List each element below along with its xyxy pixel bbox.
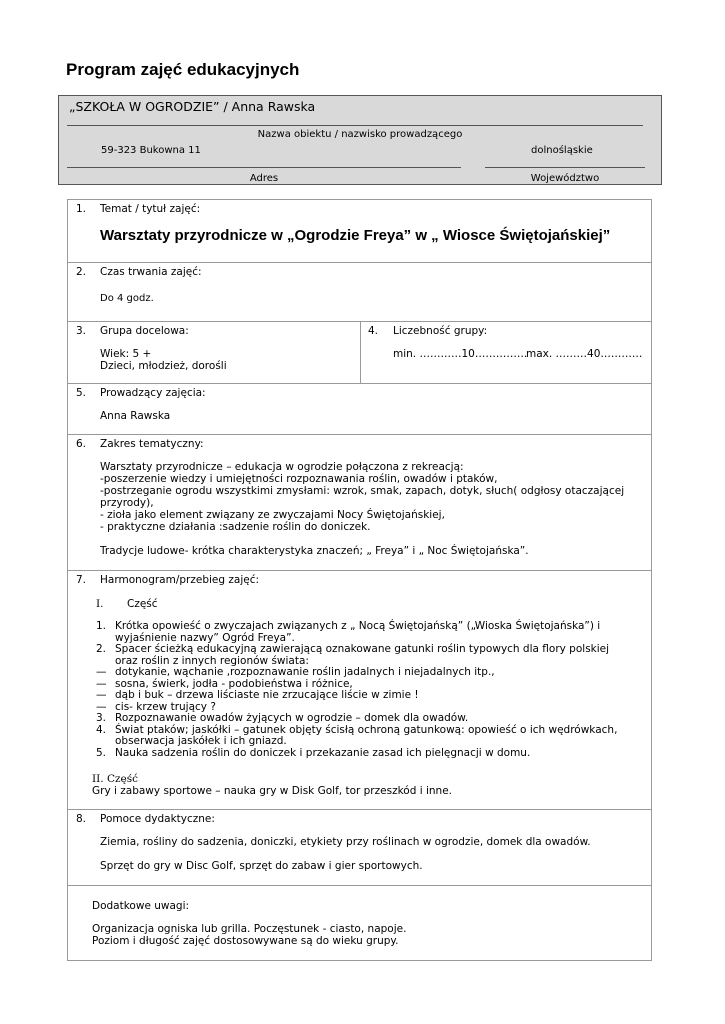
item-marker: — (96, 666, 107, 678)
section-duration (68, 263, 651, 322)
schedule-item-text: Świat ptaków; jaskółki – gatunek objęty ścisłą ochroną gatunkową: opowieść o ich wędrówkach, (115, 723, 618, 736)
scope-line: - zioła jako element związany ze zwyczajami Nocy Świętojańskiej, (100, 509, 445, 521)
target-age: Wiek: 5 + (100, 348, 152, 360)
section-number: 8. (76, 813, 87, 825)
divider (485, 167, 645, 168)
scope-line: -postrzeganie ogrodu wszystkimi zmysłami: wzrok, smak, zapach, dotyk, słuch( odgłosy otaczającej (100, 485, 625, 497)
item-marker: 5. (96, 746, 107, 759)
section-label: Temat / tytuł zajęć: (100, 203, 201, 215)
section-label: Pomoce dydaktyczne: (100, 813, 215, 825)
section-number: 2. (76, 266, 87, 278)
teaching-aids-line: Ziemia, rośliny do sadzenia, doniczki, etykiety przy roślinach w ogrodzie, domek dla owadów. (100, 836, 591, 848)
teaching-aids-line: Sprzęt do gry w Disc Golf, sprzęt do zabaw i gier sportowych. (100, 860, 423, 872)
duration-value: Do 4 godz. (100, 293, 154, 304)
column-divider (360, 322, 361, 383)
schedule-item-text: dotykanie, wąchanie ,rozpoznawanie roślin jadalnych i niejadalnych itp., (115, 666, 495, 678)
item-marker: 3. (96, 712, 107, 724)
address-caption: Adres (249, 173, 279, 184)
section-label: Zakres tematyczny: (100, 438, 204, 450)
divider (67, 167, 461, 168)
section-number: 1. (76, 203, 87, 215)
section-number: 4. (368, 325, 379, 337)
schedule-item-text: Rozpoznawanie owadów żyjących w ogrodzie – domek dla owadów. (115, 712, 469, 724)
scope-line: przyrody), (100, 497, 154, 509)
item-marker: 4. (96, 723, 107, 736)
item-marker: — (96, 689, 107, 701)
facility-caption: Nazwa obiektu / nazwisko prowadzącego (257, 129, 463, 140)
item-marker: 1. (96, 620, 107, 632)
instructor-name: Anna Rawska (100, 410, 171, 422)
topic-value: Warsztaty przyrodnicze w „Ogrodzie Freya” w „ Wiosce Świętojańskiej” (100, 227, 611, 244)
page-title: Program zajęć edukacyjnych (66, 60, 300, 79)
part-one-label: Część (127, 598, 158, 610)
section-label: Czas trwania zajęć: (100, 266, 202, 278)
schedule-item-text: cis- krzew trujący ? (115, 700, 216, 713)
section-label: Grupa docelowa: (100, 325, 189, 337)
scope-line: -poszerzenie wiedzy i umiejętności rozpoznawania roślin, owadów i ptaków, (100, 473, 498, 485)
voivodeship-caption: Województwo (530, 173, 600, 184)
schedule-item-text: sosna, świerk, jodła - podobieństwa i różnice, (115, 677, 353, 690)
facility-name: „SZKOŁA W OGRODZIE” / Anna Rawska (69, 99, 316, 114)
notes-line: Organizacja ogniska lub grilla. Poczęstunek - ciasto, napoje. (92, 923, 407, 935)
divider (67, 125, 643, 126)
address-value: 59-323 Bukowna 11 (101, 145, 201, 156)
notes-label: Dodatkowe uwagi: (92, 900, 190, 912)
section-number: 5. (76, 387, 87, 399)
section-schedule (68, 571, 651, 810)
schedule-item-text: Nauka sadzenia roślin do doniczek i przekazanie zasad ich pielęgnacji w domu. (115, 746, 531, 759)
section-number: 6. (76, 438, 87, 450)
schedule-item-text: obserwacja jaskółek i ich gniazd. (115, 735, 287, 747)
section-group (68, 322, 651, 384)
section-label: Harmonogram/przebieg zajęć: (100, 574, 260, 586)
section-scope (68, 435, 651, 571)
voivodeship-value: dolnośląskie (531, 145, 593, 156)
header-box (58, 95, 662, 185)
item-marker: — (96, 700, 107, 713)
schedule-item-text: Spacer ścieżką edukacyjną zawierającą oznakowane gatunki roślin typowych dla flory polskiej (115, 643, 610, 655)
section-teaching-aids (68, 810, 651, 886)
scope-traditions: Tradycje ludowe- krótka charakterystyka znaczeń; „ Freya” i „ Noc Świętojańska”. (100, 545, 529, 557)
section-label: Prowadzący zajęcia: (100, 387, 206, 399)
notes-line: Poziom i długość zajęć dostosowywane są do wieku grupy. (92, 935, 399, 947)
schedule-item-text: wyjaśnienie nazwy” Ogród Freya”. (115, 631, 295, 644)
scope-line: - praktyczne działania :sadzenie roślin do doniczek. (100, 521, 371, 533)
section-instructor (68, 384, 651, 435)
group-min: min. …………10…………… (393, 348, 528, 360)
program-table (67, 199, 652, 961)
schedule-item-text: oraz roślin z innych regionów świata: (115, 654, 309, 667)
target-group: Dzieci, młodzież, dorośli (100, 360, 227, 372)
item-marker: 2. (96, 643, 107, 655)
schedule-item-text: dąb i buk – drzewa liściaste nie zrzucające liście w zimie ! (115, 689, 419, 701)
item-marker: — (96, 677, 107, 690)
section-number: 3. (76, 325, 87, 337)
scope-line: Warsztaty przyrodnicze – edukacja w ogrodzie połączona z rekreacją: (100, 461, 464, 473)
part-two-label: II. Część (92, 773, 139, 785)
section-number: 7. (76, 574, 87, 586)
section-notes (68, 886, 651, 960)
group-max: max. ………40………… (526, 348, 643, 360)
section-topic (68, 200, 651, 263)
part-one-number: I. (96, 598, 104, 610)
part-two-text: Gry i zabawy sportowe – nauka gry w Disk Golf, tor przeszkód i inne. (92, 785, 452, 797)
section-label: Liczebność grupy: (393, 325, 488, 337)
schedule-item-text: Krótka opowieść o zwyczajach związanych z „ Nocą Świętojańską” („Wioska Świętojańska”) i (115, 620, 601, 632)
